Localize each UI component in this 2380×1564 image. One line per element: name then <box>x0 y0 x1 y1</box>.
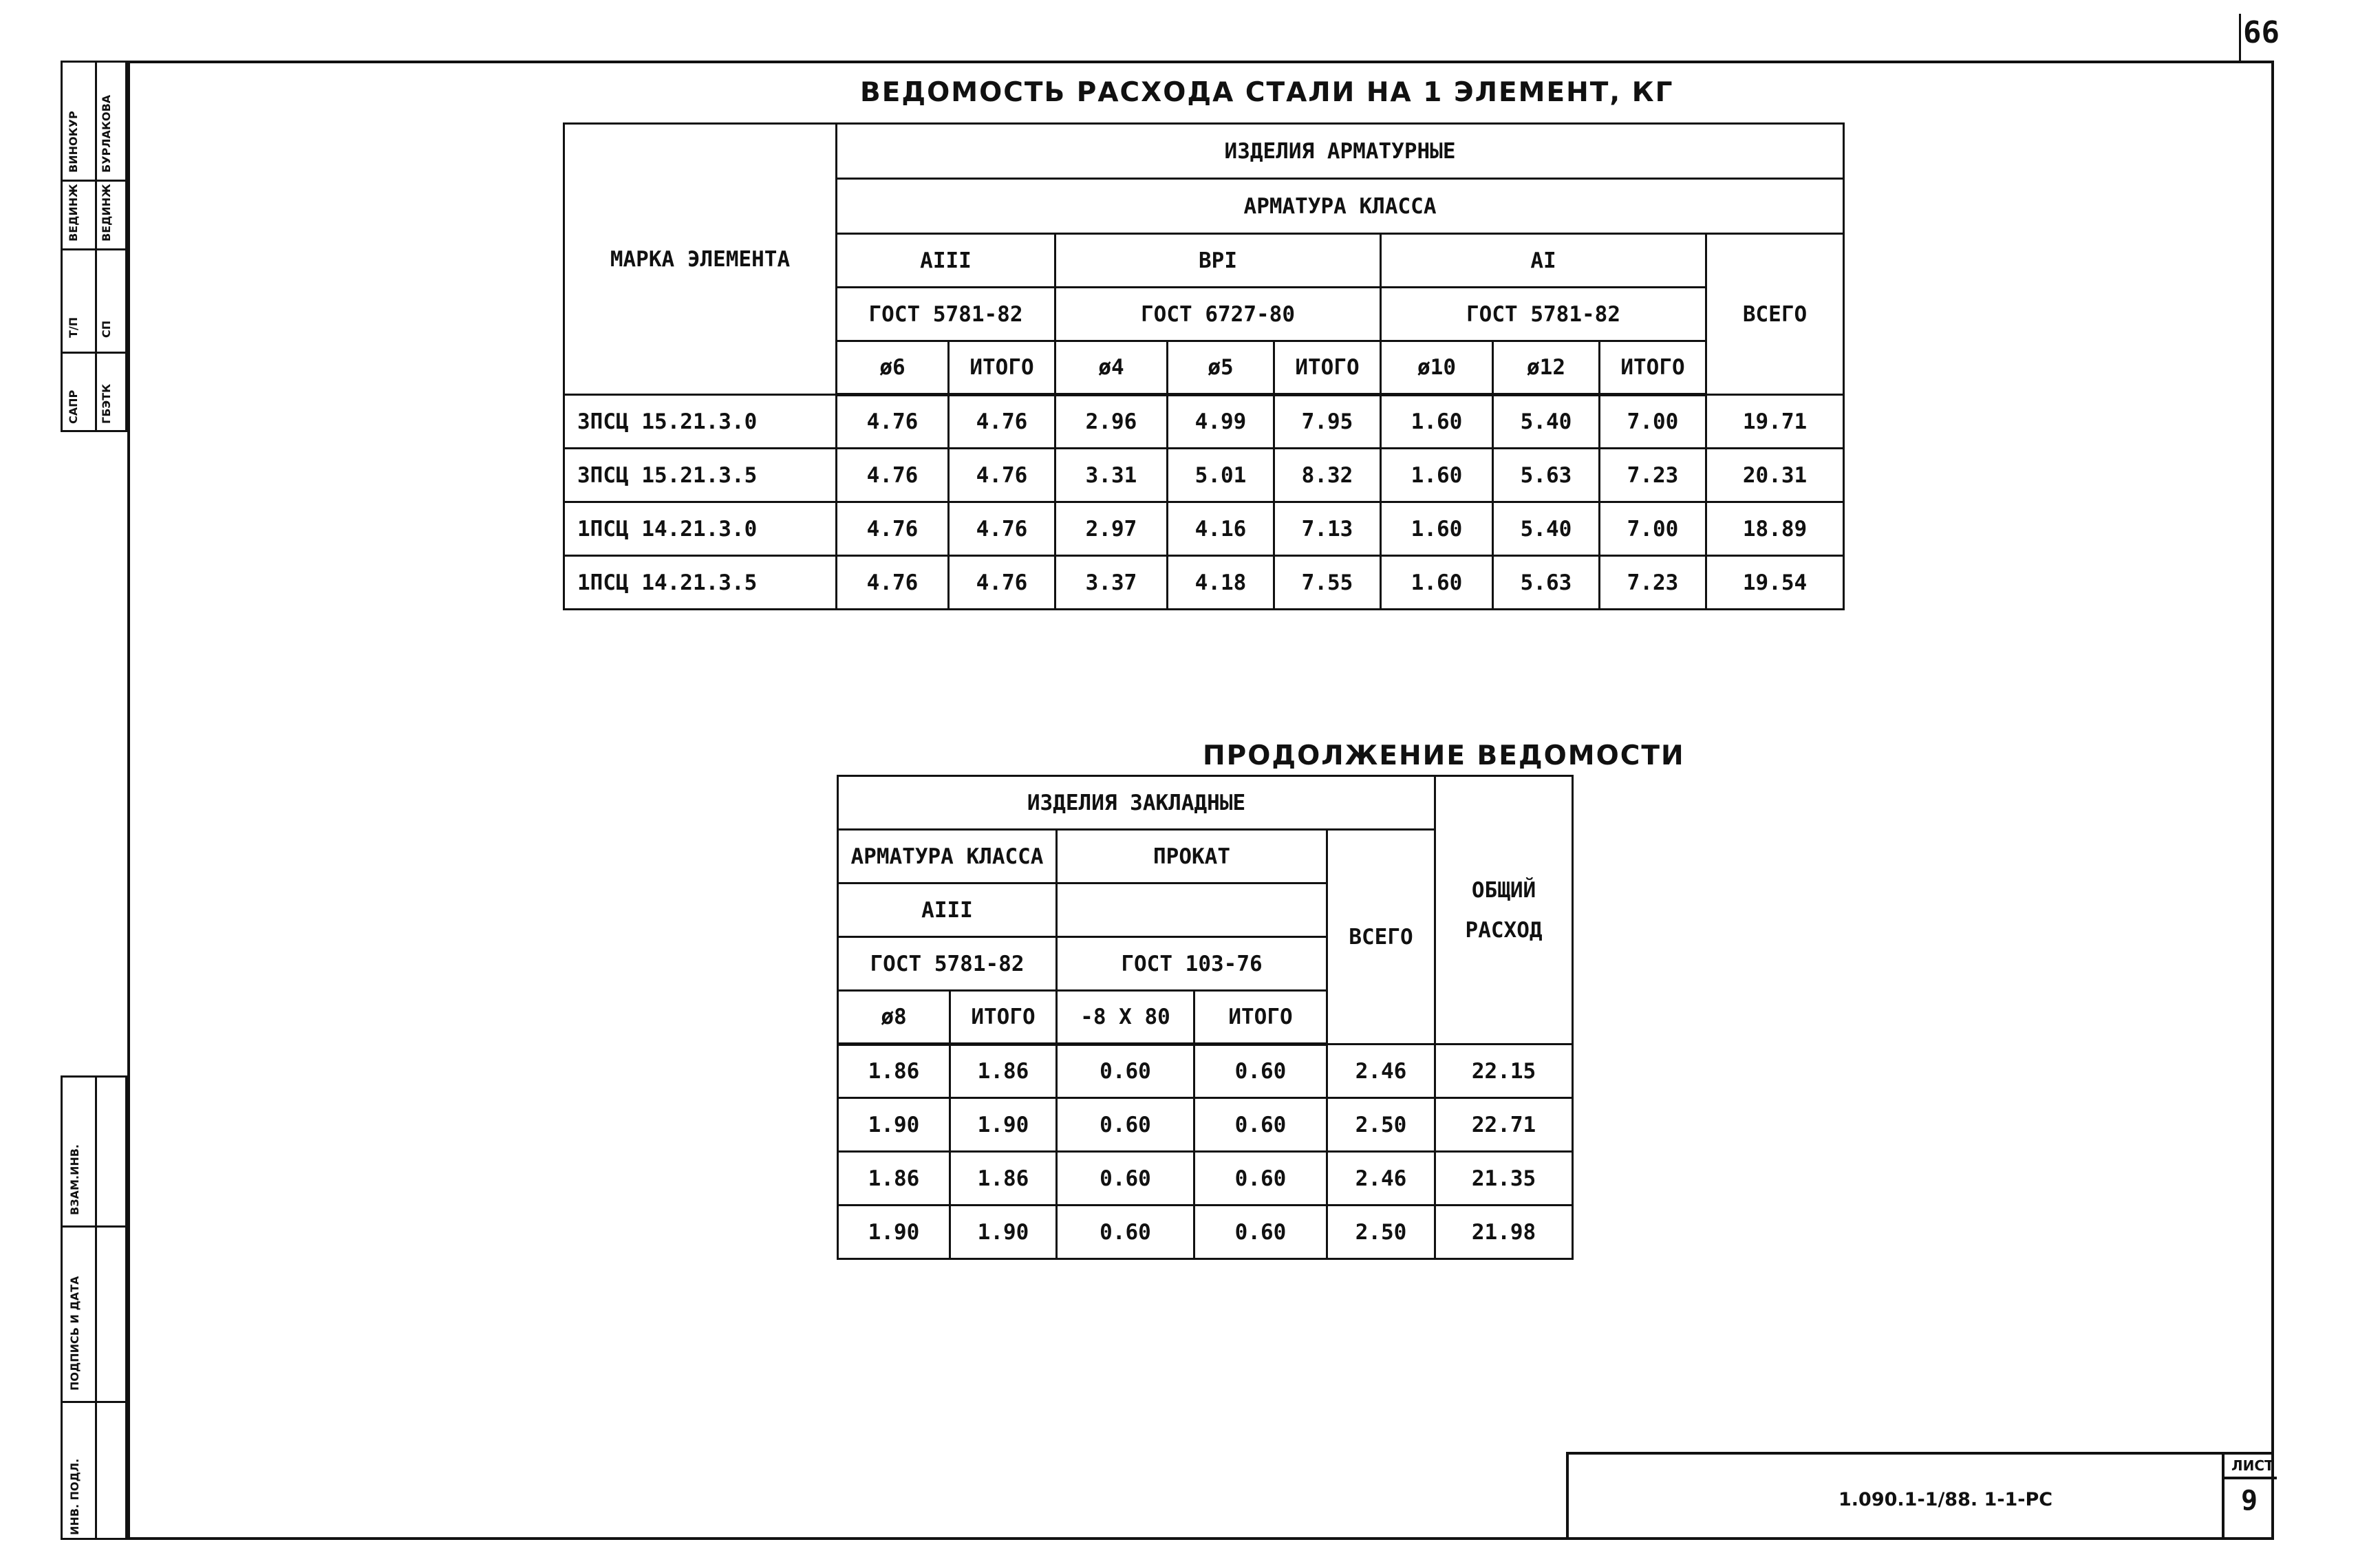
cell: 19.54 <box>1706 556 1844 610</box>
cell: 8.32 <box>1274 449 1381 502</box>
cell: 1.60 <box>1381 556 1493 610</box>
col-header: ø8 <box>838 991 950 1045</box>
header-aiii: AIII <box>837 234 1055 288</box>
cell: 7.00 <box>1600 502 1706 556</box>
cell: 3ПСЦ 15.21.3.5 <box>564 449 837 502</box>
table-row <box>838 1045 1573 1098</box>
cell: 4.99 <box>1168 395 1274 449</box>
cell: 0.60 <box>1194 1152 1327 1206</box>
cell: 22.71 <box>1435 1098 1573 1152</box>
header-overall-line2: РАСХОД <box>1465 917 1543 943</box>
cell: 1.90 <box>838 1206 950 1259</box>
cell: 21.98 <box>1435 1206 1573 1259</box>
left-stamp-top <box>61 61 127 432</box>
cell: 0.60 <box>1057 1152 1194 1206</box>
cell: 7.23 <box>1600 449 1706 502</box>
cell: 2.97 <box>1055 502 1168 556</box>
left-stamp <box>61 61 127 1540</box>
cell: 0.60 <box>1194 1098 1327 1152</box>
header-total: ВСЕГО <box>1706 234 1844 395</box>
col-header: ø4 <box>1055 341 1168 395</box>
cell: 4.76 <box>837 556 949 610</box>
cell: 7.55 <box>1274 556 1381 610</box>
cell: 18.89 <box>1706 502 1844 556</box>
col-header: ИТОГО <box>949 341 1055 395</box>
cell: 1.86 <box>838 1045 950 1098</box>
header-gost: ГОСТ 5781-82 <box>1381 288 1706 341</box>
cell: 3ПСЦ 15.21.3.0 <box>564 395 837 449</box>
sheet-label: ЛИСТ <box>2231 1457 2274 1474</box>
header-gost: ГОСТ 5781-82 <box>837 288 1055 341</box>
cell: 1.90 <box>950 1098 1057 1152</box>
cell: 3.37 <box>1055 556 1168 610</box>
cell: 4.76 <box>837 502 949 556</box>
cell: 4.76 <box>949 556 1055 610</box>
stamp-text: ВЗАМ.ИНВ. <box>68 1144 81 1215</box>
stamp-text: ГБЭТК <box>100 383 113 424</box>
cell: 2.46 <box>1327 1152 1435 1206</box>
table1-title: ВЕДОМОСТЬ РАСХОДА СТАЛИ НА 1 ЭЛЕМЕНТ, КГ <box>860 77 1674 108</box>
cell: 1ПСЦ 14.21.3.0 <box>564 502 837 556</box>
cell: 20.31 <box>1706 449 1844 502</box>
header-products: ИЗДЕЛИЯ АРМАТУРНЫЕ <box>837 124 1844 179</box>
cell: 5.40 <box>1493 502 1600 556</box>
cell: 1.90 <box>950 1206 1057 1259</box>
col-header: ИТОГО <box>1600 341 1706 395</box>
cell: 2.96 <box>1055 395 1168 449</box>
table2-title: ПРОДОЛЖЕНИЕ ВЕДОМОСТИ <box>1203 740 1685 771</box>
cell: 1.86 <box>950 1045 1057 1098</box>
cell: 2.50 <box>1327 1098 1435 1152</box>
cell: 4.16 <box>1168 502 1274 556</box>
stamp-text: ПОДПИСЬ И ДАТА <box>68 1276 81 1391</box>
cell: 7.13 <box>1274 502 1381 556</box>
cell: 5.63 <box>1493 556 1600 610</box>
stamp-text: СП <box>100 320 113 338</box>
table-row <box>564 556 1844 610</box>
cell: 1.86 <box>950 1152 1057 1206</box>
document-code: 1.090.1-1/88. 1-1-РС <box>1838 1489 2053 1510</box>
cell: 3.31 <box>1055 449 1168 502</box>
header-ai: AI <box>1381 234 1706 288</box>
cell: 0.60 <box>1194 1045 1327 1098</box>
header-aiii: AIII <box>838 883 1057 937</box>
header-total: ВСЕГО <box>1327 830 1435 1045</box>
col-header: ø12 <box>1493 341 1600 395</box>
cell: 0.60 <box>1194 1206 1327 1259</box>
cell: 4.76 <box>949 395 1055 449</box>
cell: 7.00 <box>1600 395 1706 449</box>
cell: 22.15 <box>1435 1045 1573 1098</box>
header-empty <box>1057 883 1327 937</box>
table-row <box>838 1206 1573 1259</box>
col-header: ИТОГО <box>1274 341 1381 395</box>
cell: 19.71 <box>1706 395 1844 449</box>
cell: 4.76 <box>837 449 949 502</box>
col-header: ИТОГО <box>950 991 1057 1045</box>
steel-table <box>563 122 1845 610</box>
cell: 0.60 <box>1057 1098 1194 1152</box>
col-header: ø5 <box>1168 341 1274 395</box>
cell: 4.76 <box>949 502 1055 556</box>
header-rolled: ПРОКАТ <box>1057 830 1327 883</box>
cell: 0.60 <box>1057 1206 1194 1259</box>
sheet-number: 9 <box>2241 1485 2258 1517</box>
header-mark: МАРКА ЭЛЕМЕНТА <box>564 124 837 395</box>
title-block <box>1566 1452 2274 1540</box>
cell: 2.50 <box>1327 1206 1435 1259</box>
steel-table-continued <box>837 775 1574 1260</box>
stamp-text: Т/П <box>67 317 80 338</box>
cell: 4.76 <box>837 395 949 449</box>
cell: 1.90 <box>838 1098 950 1152</box>
stamp-text: БУРЛАКОВА <box>100 94 113 173</box>
stamp-text: САПР <box>67 389 80 424</box>
table-row <box>838 1152 1573 1206</box>
cell: 1.60 <box>1381 395 1493 449</box>
page-number-divider <box>2239 14 2241 61</box>
cell: 1.60 <box>1381 502 1493 556</box>
table-row <box>564 449 1844 502</box>
stamp-text: ИНВ. ПОДЛ. <box>68 1458 81 1535</box>
cell: 21.35 <box>1435 1152 1573 1206</box>
cell: 5.40 <box>1493 395 1600 449</box>
header-class: АРМАТУРА КЛАССА <box>838 830 1057 883</box>
cell: 5.63 <box>1493 449 1600 502</box>
table-row <box>564 502 1844 556</box>
header-overall-line1: ОБЩИЙ <box>1471 877 1536 903</box>
cell: 1.86 <box>838 1152 950 1206</box>
header-overall <box>1435 776 1573 1045</box>
stamp-text: ВЕДИНЖ <box>100 184 113 242</box>
header-embedded: ИЗДЕЛИЯ ЗАКЛАДНЫЕ <box>838 776 1435 830</box>
page-number: 66 <box>2243 15 2280 50</box>
cell: 1.60 <box>1381 449 1493 502</box>
cell: 2.46 <box>1327 1045 1435 1098</box>
col-header: ø6 <box>837 341 949 395</box>
col-header: ø10 <box>1381 341 1493 395</box>
header-class: АРМАТУРА КЛАССА <box>837 179 1844 234</box>
cell: 7.95 <box>1274 395 1381 449</box>
left-stamp-bottom <box>61 1075 127 1540</box>
table-row <box>838 1098 1573 1152</box>
table-row <box>564 395 1844 449</box>
cell: 5.01 <box>1168 449 1274 502</box>
header-gost: ГОСТ 103-76 <box>1057 937 1327 991</box>
header-gost: ГОСТ 6727-80 <box>1055 288 1381 341</box>
cell: 4.18 <box>1168 556 1274 610</box>
header-vpi: ВРI <box>1055 234 1381 288</box>
col-header: ИТОГО <box>1194 991 1327 1045</box>
cell: 1ПСЦ 14.21.3.5 <box>564 556 837 610</box>
stamp-text: ВЕДИНЖ <box>67 184 80 242</box>
sheet-box <box>2222 1452 2277 1540</box>
cell: 0.60 <box>1057 1045 1194 1098</box>
cell: 7.23 <box>1600 556 1706 610</box>
cell: 4.76 <box>949 449 1055 502</box>
col-header: -8 X 80 <box>1057 991 1194 1045</box>
header-gost: ГОСТ 5781-82 <box>838 937 1057 991</box>
stamp-text: ВИНОКУР <box>67 111 80 173</box>
